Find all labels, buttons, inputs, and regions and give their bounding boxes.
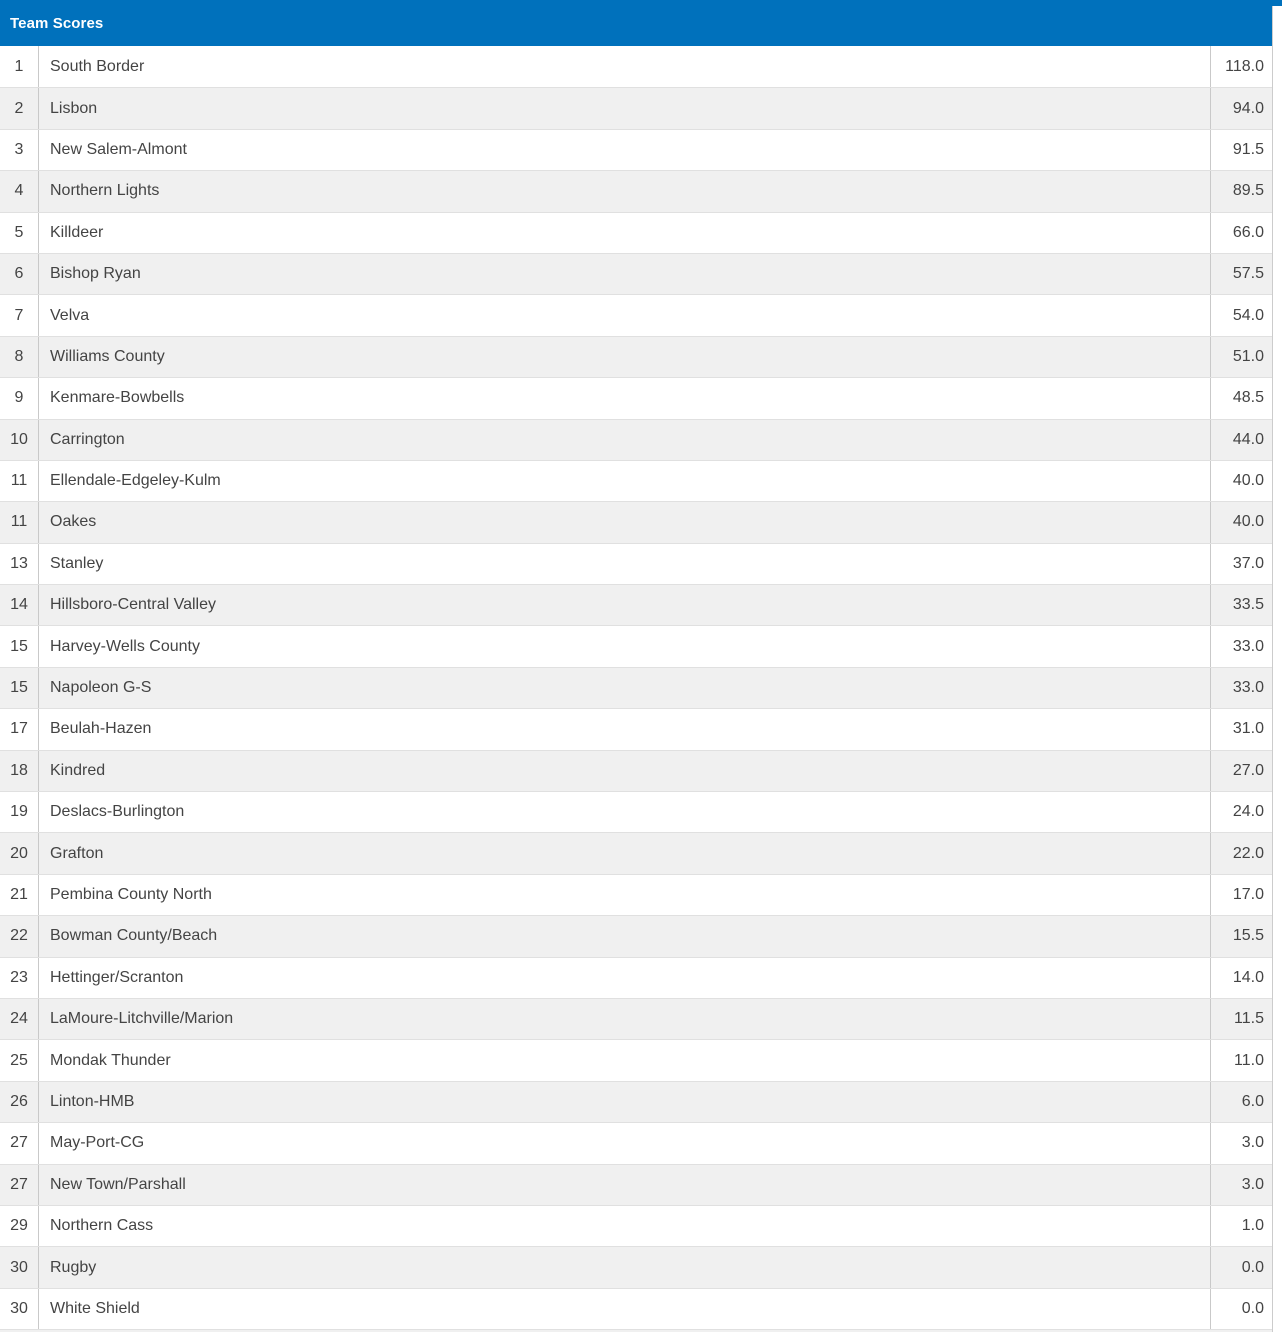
rank-cell: 14 xyxy=(0,585,39,625)
score-cell: 37.0 xyxy=(1210,544,1272,584)
score-cell: 66.0 xyxy=(1210,213,1272,253)
table-row xyxy=(0,998,1272,1039)
score-cell: 14.0 xyxy=(1210,958,1272,998)
table-row xyxy=(0,501,1272,542)
table-row xyxy=(0,708,1272,749)
team-name-cell: Kindred xyxy=(50,761,106,779)
rank-cell: 2 xyxy=(0,88,39,128)
team-name-cell: South Border xyxy=(50,57,145,75)
table-row xyxy=(0,1205,1272,1246)
table-row xyxy=(0,87,1272,128)
score-cell: 33.5 xyxy=(1210,585,1272,625)
rank-cell: 5 xyxy=(0,213,39,253)
rank-cell: 6 xyxy=(0,254,39,294)
score-cell: 33.0 xyxy=(1210,668,1272,708)
table-row xyxy=(0,915,1272,956)
score-cell: 94.0 xyxy=(1210,88,1272,128)
team-name-cell: New Salem-Almont xyxy=(50,140,187,158)
team-name-cell: Hillsboro-Central Valley xyxy=(50,596,216,614)
rank-cell: 23 xyxy=(0,958,39,998)
rank-cell: 27 xyxy=(0,1165,39,1205)
team-name-cell: Velva xyxy=(50,306,90,324)
table-row xyxy=(0,460,1272,501)
table-row xyxy=(0,584,1272,625)
rank-cell: 29 xyxy=(0,1206,39,1246)
team-name-cell: Northern Lights xyxy=(50,182,160,200)
rank-cell: 21 xyxy=(0,875,39,915)
rank-cell: 18 xyxy=(0,751,39,791)
team-name-cell: Rugby xyxy=(50,1258,97,1276)
rank-cell: 4 xyxy=(0,171,39,211)
table-row xyxy=(0,212,1272,253)
score-cell: 3.0 xyxy=(1210,1123,1272,1163)
table-title: Team Scores xyxy=(10,14,104,32)
score-cell: 31.0 xyxy=(1210,709,1272,749)
rank-cell: 15 xyxy=(0,626,39,666)
team-name-cell: Stanley xyxy=(50,554,104,572)
team-name-cell: Deslacs-Burlington xyxy=(50,803,185,821)
score-cell: 17.0 xyxy=(1210,875,1272,915)
table-header xyxy=(0,0,1272,46)
table-row xyxy=(0,294,1272,335)
rank-cell: 9 xyxy=(0,378,39,418)
rank-cell: 20 xyxy=(0,833,39,873)
score-cell: 0.0 xyxy=(1210,1289,1272,1329)
team-name-cell: Oakes xyxy=(50,513,97,531)
score-cell: 51.0 xyxy=(1210,337,1272,377)
team-name-cell: Hettinger/Scranton xyxy=(50,968,184,986)
table-row xyxy=(0,419,1272,460)
team-name-cell: Linton-HMB xyxy=(50,1092,135,1110)
team-name-cell: Kenmare-Bowbells xyxy=(50,389,185,407)
score-cell: 91.5 xyxy=(1210,130,1272,170)
score-cell: 11.5 xyxy=(1210,999,1272,1039)
score-cell: 22.0 xyxy=(1210,833,1272,873)
score-cell: 11.0 xyxy=(1210,1040,1272,1080)
rank-cell: 15 xyxy=(0,668,39,708)
table-row xyxy=(0,46,1272,87)
table-row xyxy=(0,129,1272,170)
table-row xyxy=(0,874,1272,915)
team-name-cell: Killdeer xyxy=(50,223,104,241)
team-name-cell: Bishop Ryan xyxy=(50,265,141,283)
table-row xyxy=(0,957,1272,998)
rank-cell: 10 xyxy=(0,420,39,460)
rank-cell: 1 xyxy=(0,46,39,87)
table-row xyxy=(0,1081,1272,1122)
table-row xyxy=(0,170,1272,211)
table-row xyxy=(0,1039,1272,1080)
score-cell: 33.0 xyxy=(1210,626,1272,666)
team-name-cell: Pembina County North xyxy=(50,886,212,903)
team-name-cell: Lisbon xyxy=(50,99,98,117)
score-cell: 48.5 xyxy=(1210,378,1272,418)
rank-cell: 7 xyxy=(0,295,39,335)
team-name-cell: Napoleon G-S xyxy=(50,679,152,697)
rank-cell: 30 xyxy=(0,1289,39,1329)
table-row xyxy=(0,1288,1272,1329)
score-cell: 40.0 xyxy=(1210,461,1272,501)
table-row xyxy=(0,543,1272,584)
rank-cell: 8 xyxy=(0,337,39,377)
team-name-cell: Northern Cass xyxy=(50,1217,154,1235)
team-name-cell: Carrington xyxy=(50,430,125,448)
table-body xyxy=(0,46,1272,1329)
rank-cell: 11 xyxy=(0,461,39,501)
table-row xyxy=(0,832,1272,873)
scrollbar-track-lower[interactable] xyxy=(1272,6,1282,1332)
rank-cell: 19 xyxy=(0,792,39,832)
team-name-cell: White Shield xyxy=(50,1299,140,1317)
team-name-cell: Harvey-Wells County xyxy=(50,637,200,655)
table-row xyxy=(0,625,1272,666)
team-name-cell: Ellendale-Edgeley-Kulm xyxy=(50,472,221,490)
score-cell: 1.0 xyxy=(1210,1206,1272,1246)
table-row xyxy=(0,1122,1272,1163)
score-cell: 89.5 xyxy=(1210,171,1272,211)
rank-cell: 11 xyxy=(0,502,39,542)
scrollbar-track[interactable] xyxy=(1272,0,1282,1332)
rank-cell: 22 xyxy=(0,916,39,956)
table-row xyxy=(0,750,1272,791)
score-cell: 0.0 xyxy=(1210,1247,1272,1287)
rank-cell: 17 xyxy=(0,709,39,749)
team-name-cell: Bowman County/Beach xyxy=(50,927,218,945)
table-row xyxy=(0,336,1272,377)
team-name-cell: Beulah-Hazen xyxy=(50,720,152,738)
rank-cell: 24 xyxy=(0,999,39,1039)
score-cell: 6.0 xyxy=(1210,1082,1272,1122)
table-row xyxy=(0,1164,1272,1205)
score-cell: 57.5 xyxy=(1210,254,1272,294)
table-row xyxy=(0,377,1272,418)
score-cell: 54.0 xyxy=(1210,295,1272,335)
team-name-cell: New Town/Parshall xyxy=(50,1175,186,1193)
rank-cell: 26 xyxy=(0,1082,39,1122)
score-cell: 15.5 xyxy=(1210,916,1272,956)
score-cell: 3.0 xyxy=(1210,1165,1272,1205)
score-cell: 27.0 xyxy=(1210,751,1272,791)
rank-cell: 25 xyxy=(0,1040,39,1080)
rank-cell: 3 xyxy=(0,130,39,170)
score-cell: 44.0 xyxy=(1210,420,1272,460)
team-name-cell: May-Port-CG xyxy=(50,1134,145,1152)
team-name-cell: Mondak Thunder xyxy=(50,1051,171,1069)
team-name-cell: LaMoure-Litchville/Marion xyxy=(50,1010,234,1028)
rank-cell: 13 xyxy=(0,544,39,584)
table-row xyxy=(0,1246,1272,1287)
table-row xyxy=(0,253,1272,294)
table-row xyxy=(0,667,1272,708)
score-cell: 118.0 xyxy=(1210,46,1272,87)
score-cell: 24.0 xyxy=(1210,792,1272,832)
rank-cell: 27 xyxy=(0,1123,39,1163)
rank-cell: 30 xyxy=(0,1247,39,1287)
team-name-cell: Grafton xyxy=(50,844,104,862)
team-name-cell: Williams County xyxy=(50,347,165,365)
table-row xyxy=(0,791,1272,832)
score-cell: 40.0 xyxy=(1210,502,1272,542)
